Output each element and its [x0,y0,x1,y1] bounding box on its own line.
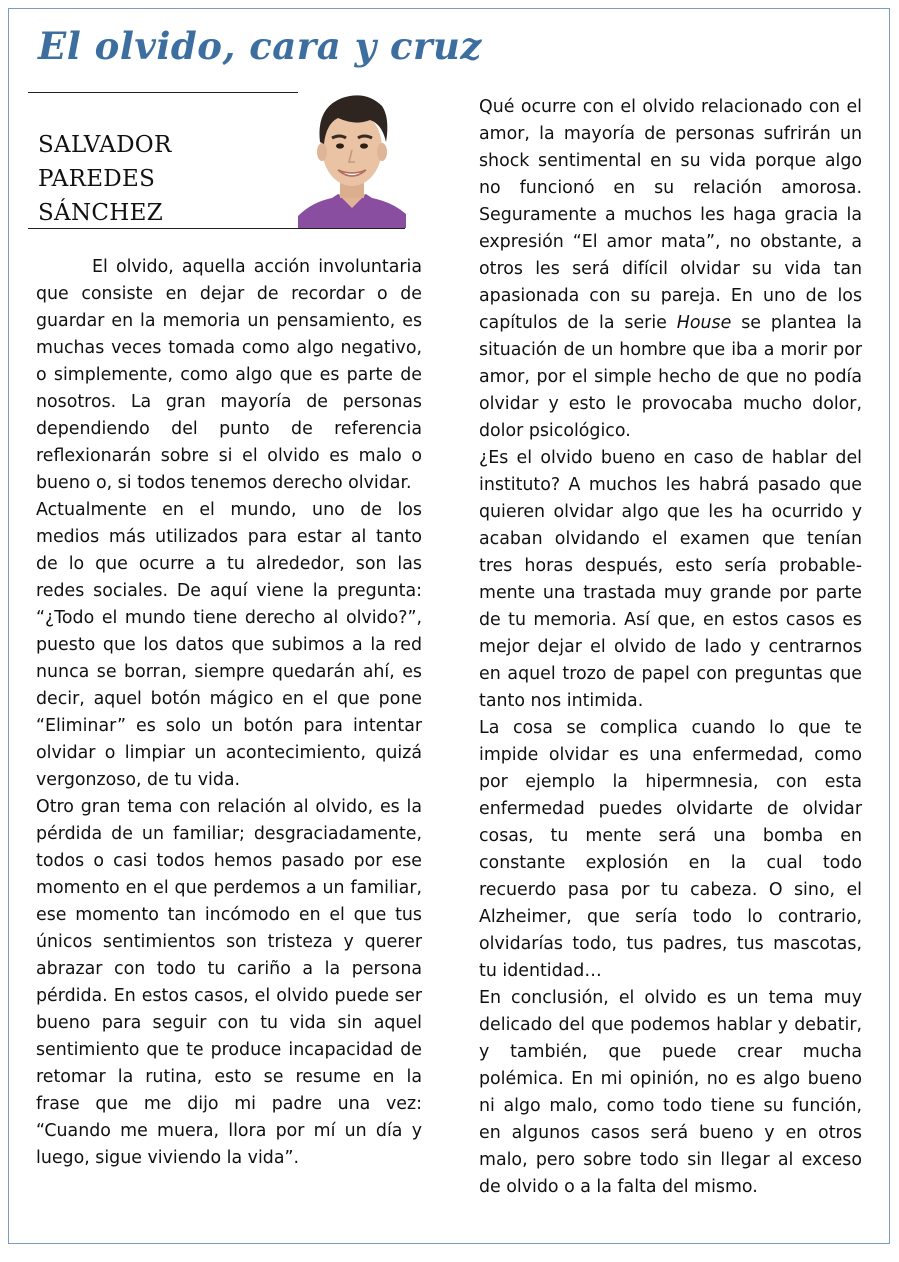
paragraph: Actualmente en el mundo, uno de los medios más utilizados para estar al tanto de lo que ocurre a tu alrededor, son las redes sociales. De aquí viene la pregunta: “¿Todo el mundo tiene derecho al olvido?”, puesto que los datos que subimos a la red nunca se borran, siempre quedarán ahí, es decir, aquel botón mágico en el que pone “Eliminar” es solo un botón para intentar olvidar o limpiar un acontecimiento, quizá vergonzoso, de tu vida. [36,500,422,790]
author-name-line: SÁNCHEZ [38,200,164,226]
paragraph: En conclusión, el olvido es un tema muy delicado del que podemos hablar y debatir, y también, que puede crear mucha polémica. En mi opinión, no es algo bueno ni algo malo, como todo tiene su función, en algunos casos será bueno y en otros malo, pero sobre todo sin llegar al exceso de olvido o a la falta del mismo. [479,988,862,1197]
paragraph-text: Qué ocurre con el olvido relacionado con el amor, la mayoría de personas sufrirán un shock sentimental en su vida porque algo no funcionó en su relación amorosa. Seguramente a muchos les haga gracia la expresión “El amor mata”, no obstante, a otros les será difícil olvidar su vida tan apasionada con su pareja. En uno de los capítulos de la serie [479,97,862,333]
header-divider-bottom [28,228,405,229]
article-column-left [36,254,422,1172]
header-divider-top [28,92,298,93]
series-title: House [676,313,732,333]
paragraph-text: se plantea la situación de un hombre que iba a morir por amor, por el simple hecho de que no podía olvidar y esto le provocaba mucho dolor, dolor psicológico. [479,313,863,441]
author-name-line: SALVADOR [38,132,172,158]
paragraph: La cosa se complica cuando lo que te impide olvidar es una enfermedad, como por ejemplo la hipermnesia, con esta enfermedad puedes olvidarte de olvidar cosas, tu mente será una bomba en constante explosión en la cual todo recuerdo pasa por tu cabeza. O sino, el Alzheimer, que sería todo lo contrario, olvidarías todo, tus padres, tus mascotas, tu identidad… [479,718,862,981]
article-column-right [479,94,862,1201]
paragraph: ¿Es el olvido bueno en caso de hablar del instituto? A muchos les habrá pasado que quieren olvidar algo que les ha ocurrido y acaban olvidando el examen que tenían tres horas después, esto sería probable-mente una trastada muy grande por parte de tu memoria. Así que, en estos casos es mejor dejar el olvido de lado y centrarnos en aquel trozo de papel con preguntas que tanto nos intimida. [479,448,862,711]
author-photo [298,90,406,228]
article-title: El olvido, cara y cruz [38,24,482,68]
paragraph: El olvido, aquella acción involuntaria que consiste en dejar de recordar o de guardar en la memoria un pensamiento, es muchas veces tomada como algo negativo, o simplemente, como algo que es parte de nosotros. La gran mayoría de personas dependiendo del punto de referencia reflexionarán sobre si el olvido es malo o bueno o, si todos tenemos derecho olvidar. [36,257,422,493]
author-name-line: PAREDES [38,166,156,192]
paragraph [479,94,862,445]
paragraph: Otro gran tema con relación al olvido, es la pérdida de un familiar; desgraciadamente, todos o casi todos hemos pasado por ese momento en el que perdemos a un familiar, ese momento tan incómodo en el que tus únicos sentimientos son tristeza y querer abrazar con todo tu cariño a la persona pérdida. En estos casos, el olvido puede ser bueno para seguir con tu vida sin aquel sentimiento que te produce incapacidad de retomar la rutina, esto se resume en la frase que me dijo mi padre una vez: “Cuando me muera, llora por mí un día y luego, sigue viviendo la vida”. [36,797,422,1168]
author-name [38,128,288,230]
